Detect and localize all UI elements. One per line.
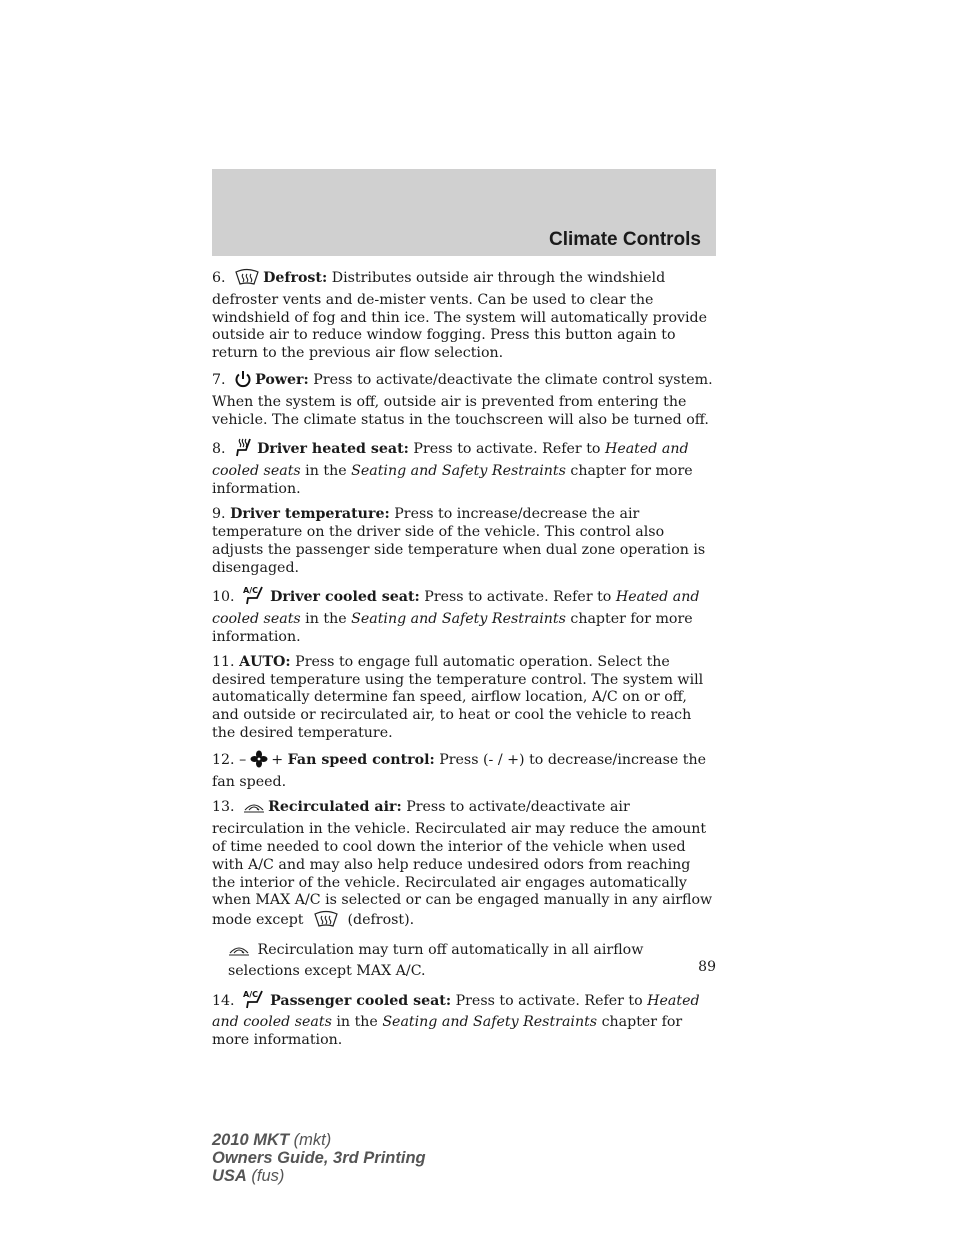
item-driver-heated-seat: 8. Driver heated seat: Press to activate. Refer to Heated and cooled seats in the Seating and Safety Restraints chapter for more information. (212, 437, 716, 498)
footer-line-guide: Owners Guide, 3rd Printing (212, 1149, 426, 1167)
recirculation-note: Recirculation may turn off automatically in all airflow selections except MAX A/C. (228, 941, 644, 980)
footer-line-model: 2010 MKT (mkt) (212, 1131, 332, 1149)
defrost-icon (312, 910, 340, 934)
cooled-seat-icon (243, 989, 267, 1015)
cooled-seat-icon (243, 585, 267, 611)
item-passenger-cooled-seat: 14. A/C Passenger cooled seat: Press to activate. Refer to Heated and cooled seats in the Seating and Safety Restraints chapter for more information. (212, 989, 700, 1049)
item-fan-speed: 12. – + Fan speed control: Press (- / +) to decrease/increase the fan speed. (212, 752, 707, 791)
item-power: 7. Power: Press to activate/deactivate the climate control system. When the system is off, outside air is prevented from entering the vehicle. The climate status in the touchscreen will also be turned off. (212, 372, 713, 429)
defrost-icon (234, 268, 260, 292)
recirculation-icon (243, 801, 265, 821)
footer (212, 1131, 426, 1185)
chapter-header (212, 169, 716, 256)
chapter-title: Climate Controls (548, 229, 701, 250)
power-icon (234, 370, 252, 394)
heated-seat-icon (234, 437, 254, 463)
item-defrost: 6. Defrost: Distributes outside air through the windshield defroster vents and de-mister vents. Can be used to clear the windshield of fog and thin ice. The system will automatically provide outside air to reduce window fogging. Press this button again to return to the previous air flow selection. (212, 270, 708, 362)
footer-line-region: USA (fus) (212, 1167, 285, 1185)
page-content (212, 268, 716, 1057)
item-recirculated-air: 13. Recirculated air: Press to activate/deactivate air recirculation in the vehicle. Recirculated air may reduce the amount of time needed to cool down the interior of the vehicle when used with A/C and may also help reduce undesired odors from reaching the interior of the vehicle. Recirculated air engages automatically when MAX A/C is selected or can be engaged manually in any airflow mode except (defrost). (212, 799, 716, 934)
recirculation-icon (228, 944, 250, 964)
page-number: 89 (698, 959, 716, 975)
item-auto: 11. AUTO: Press to engage full automatic operation. Select the desired temperature using the temperature control. The system will automatically determine fan speed, airflow location, A/C on or off, and outside or recirculated air, to heat or cool the vehicle to reach the desired temperature. (212, 653, 704, 742)
item-driver-temperature: 9. Driver temperature: Press to increase/decrease the air temperature on the driver side of the vehicle. This control also adjusts the passenger side temperature when dual zone operation is disengaged. (212, 506, 706, 576)
svg-text:A/C: A/C (243, 989, 259, 999)
svg-text:A/C: A/C (243, 585, 259, 595)
fan-icon (250, 750, 268, 774)
item-driver-cooled-seat: 10. A/C Driver cooled seat: Press to activate. Refer to Heated and cooled seats in the Seating and Safety Restraints chapter for more information. (212, 585, 700, 645)
